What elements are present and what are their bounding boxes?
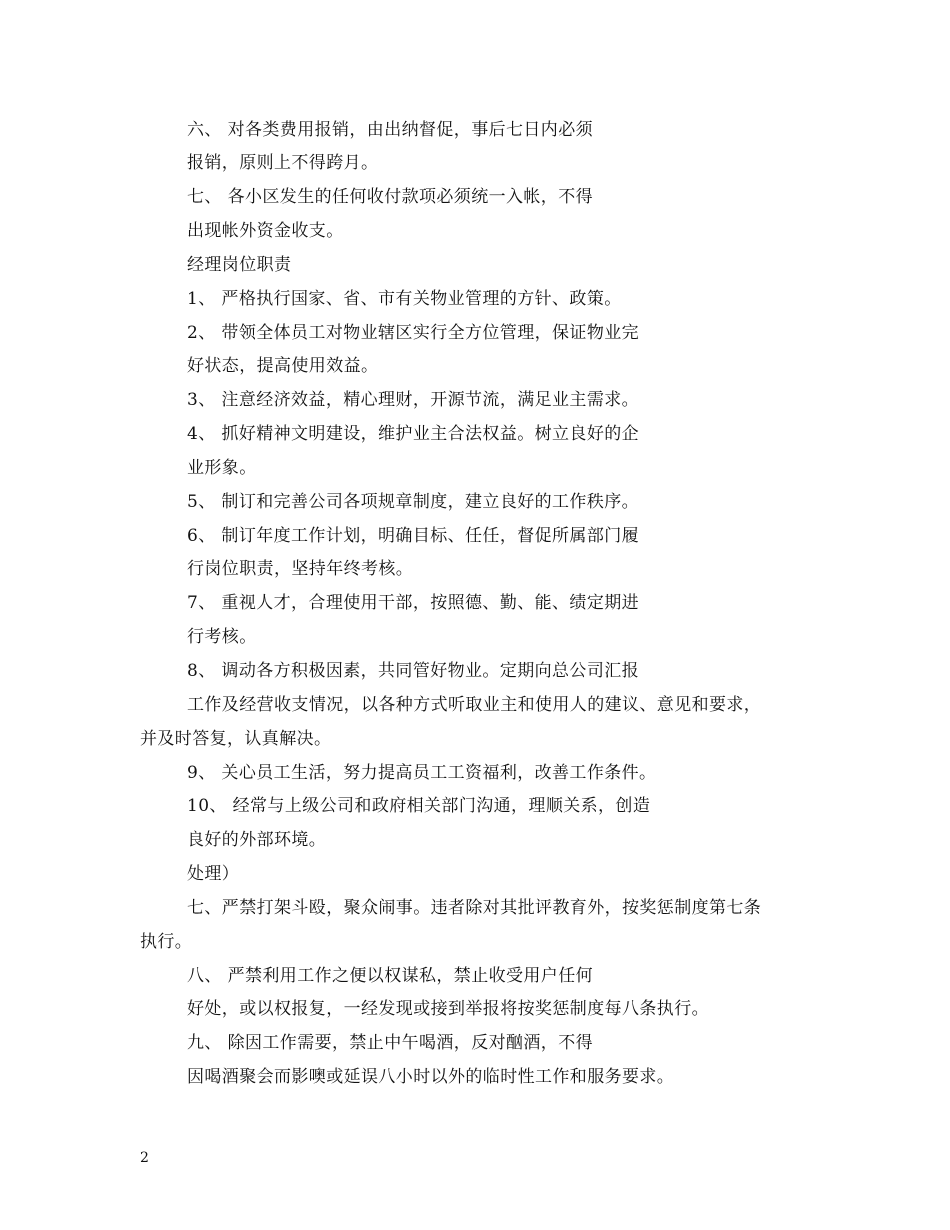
- text-line: 行考核。: [187, 627, 257, 647]
- text-line: 六、 对各类费用报销，由出纳督促，事后七日内必须: [187, 120, 594, 140]
- text-line: 执行。: [140, 932, 193, 952]
- section-heading: 经理岗位职责: [187, 255, 292, 275]
- text-line: 七、严禁打架斗殴，聚众闹事。违者除对其批评教育外，按奖惩制度第七条: [187, 898, 762, 918]
- text-line: 好状态，提高使用效益。: [187, 356, 379, 376]
- text-line: 并及时答复，认真解决。: [140, 729, 332, 749]
- text-line: 八、 严禁利用工作之便以权谋私，禁止收受用户任何: [187, 966, 594, 986]
- text-line: 工作及经营收支情况，以各种方式听取业主和使用人的建议、意见和要求，: [187, 695, 762, 715]
- text-line: 报销，原则上不得跨月。: [187, 153, 379, 173]
- text-line: 8、 调动各方积极因素，共同管好物业。定期向总公司汇报: [187, 661, 640, 681]
- text-line: 5、 制订和完善公司各项规章制度，建立良好的工作秩序。: [187, 492, 640, 512]
- text-line: 3、 注意经济效益，精心理财，开源节流，满足业主需求。: [187, 390, 640, 410]
- text-line: 业形象。: [187, 458, 257, 478]
- text-line: 10、 经常与上级公司和政府相关部门沟通，理顺关系，创造: [187, 796, 651, 816]
- text-line: 九、 除因工作需要，禁止中午喝酒，反对酗酒，不得: [187, 1033, 594, 1053]
- text-line: 7、 重视人才，合理使用干部，按照德、勤、能、绩定期进: [187, 593, 640, 613]
- text-line: 行岗位职责，坚持年终考核。: [187, 559, 414, 579]
- text-line: 好处，或以权报复，一经发现或接到举报将按奖惩制度每八条执行。: [187, 999, 709, 1019]
- text-line: 处理）: [187, 864, 240, 884]
- text-line: 出现帐外资金收支。: [187, 221, 344, 241]
- text-line: 6、 制订年度工作计划，明确目标、任任，督促所属部门履: [187, 526, 640, 546]
- text-line: 因喝酒聚会而影噢或延误八小时以外的临时性工作和服务要求。: [187, 1067, 675, 1087]
- page-number: 2: [140, 1150, 149, 1166]
- text-line: 4、 抓好精神文明建设，维护业主合法权益。树立良好的企: [187, 424, 640, 444]
- text-line: 七、 各小区发生的任何收付款项必须统一入帐，不得: [187, 187, 594, 207]
- text-line: 1、 严格执行国家、省、市有关物业管理的方针、政策。: [187, 289, 622, 309]
- text-line: 9、 关心员工生活，努力提高员工工资福利，改善工作条件。: [187, 763, 657, 783]
- text-line: 良好的外部环境。: [187, 830, 327, 850]
- text-line: 2、 带领全体员工对物业辖区实行全方位管理，保证物业完: [187, 323, 640, 343]
